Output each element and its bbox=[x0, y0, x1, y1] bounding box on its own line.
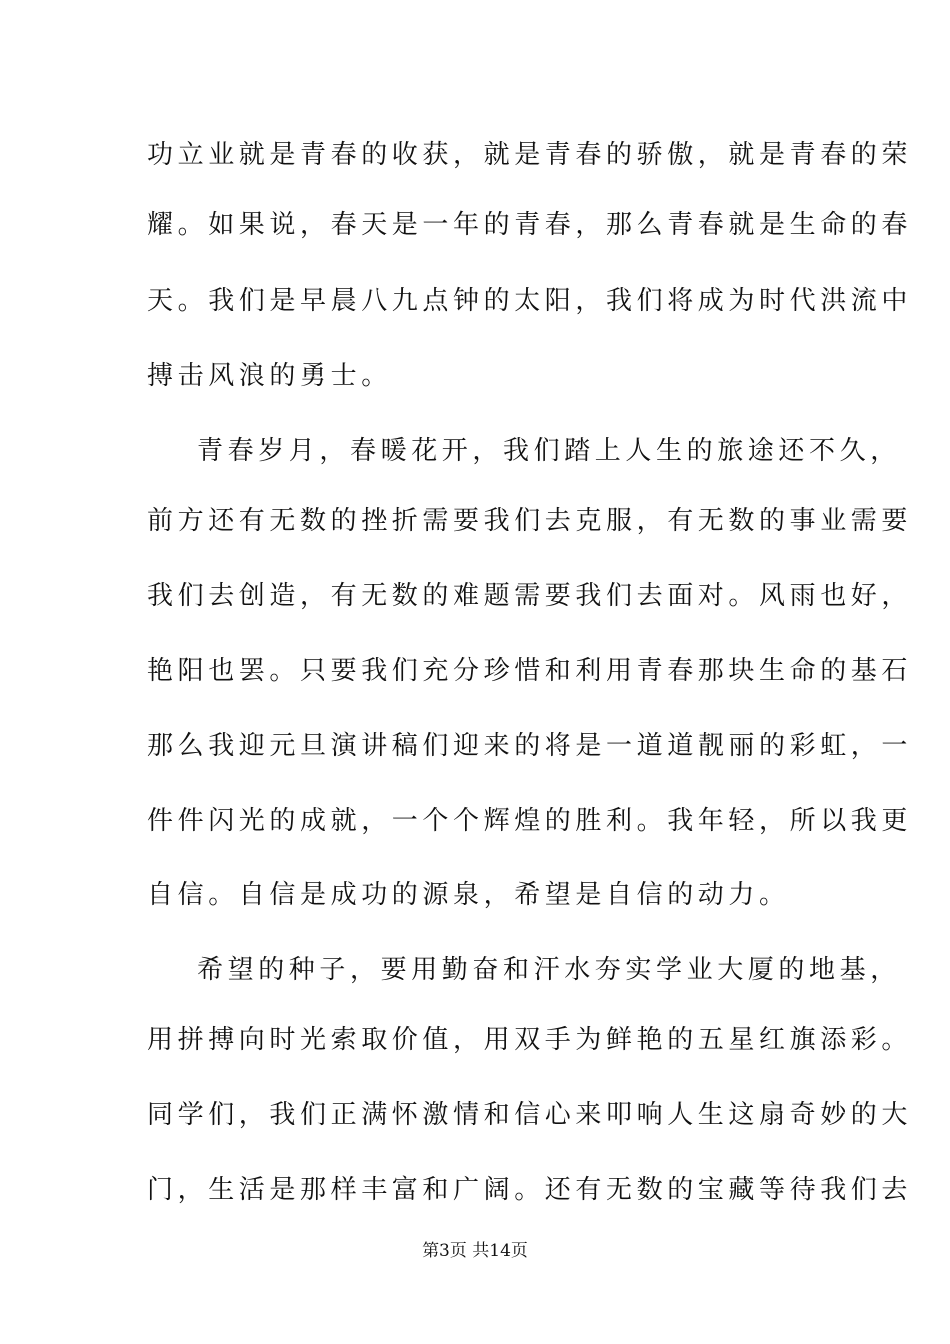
text-line-4: 搏击风浪的勇士。 bbox=[147, 361, 392, 391]
text-line-1: 功立业就是青春的收获，就是青春的骄傲，就是青春的荣 bbox=[147, 140, 913, 170]
text-line-9: 那么我迎元旦演讲稿们迎来的将是一道道靓丽的彩虹，一 bbox=[147, 731, 913, 761]
text-line-11: 自信。自信是成功的源泉，希望是自信的动力。 bbox=[147, 880, 790, 910]
text-line-10: 件件闪光的成就，一个个辉煌的胜利。我年轻，所以我更 bbox=[147, 806, 913, 836]
paragraph-start-line-12: 希望的种子，要用勤奋和汗水夯实学业大厦的地基， bbox=[197, 955, 901, 985]
text-line-3: 天。我们是早晨八九点钟的太阳，我们将成为时代洪流中 bbox=[147, 286, 913, 316]
text-line-7: 我们去创造，有无数的难题需要我们去面对。风雨也好， bbox=[147, 581, 913, 611]
page-number-footer: 第3页 共14页 bbox=[422, 1241, 528, 1261]
text-line-2: 耀。如果说，春天是一年的青春，那么青春就是生命的春 bbox=[147, 210, 913, 240]
paragraph-start-line-5: 青春岁月，春暖花开，我们踏上人生的旅途还不久， bbox=[197, 436, 901, 466]
text-line-6: 前方还有无数的挫折需要我们去克服，有无数的事业需要 bbox=[147, 506, 913, 536]
text-line-14: 同学们，我们正满怀激情和信心来叩响人生这扇奇妙的大 bbox=[147, 1100, 913, 1130]
text-line-8: 艳阳也罢。只要我们充分珍惜和利用青春那块生命的基石 bbox=[147, 656, 913, 686]
text-line-13: 用拼搏向时光索取价值，用双手为鲜艳的五星红旗添彩。 bbox=[147, 1025, 913, 1055]
text-line-15: 门，生活是那样丰富和广阔。还有无数的宝藏等待我们去 bbox=[147, 1175, 913, 1205]
